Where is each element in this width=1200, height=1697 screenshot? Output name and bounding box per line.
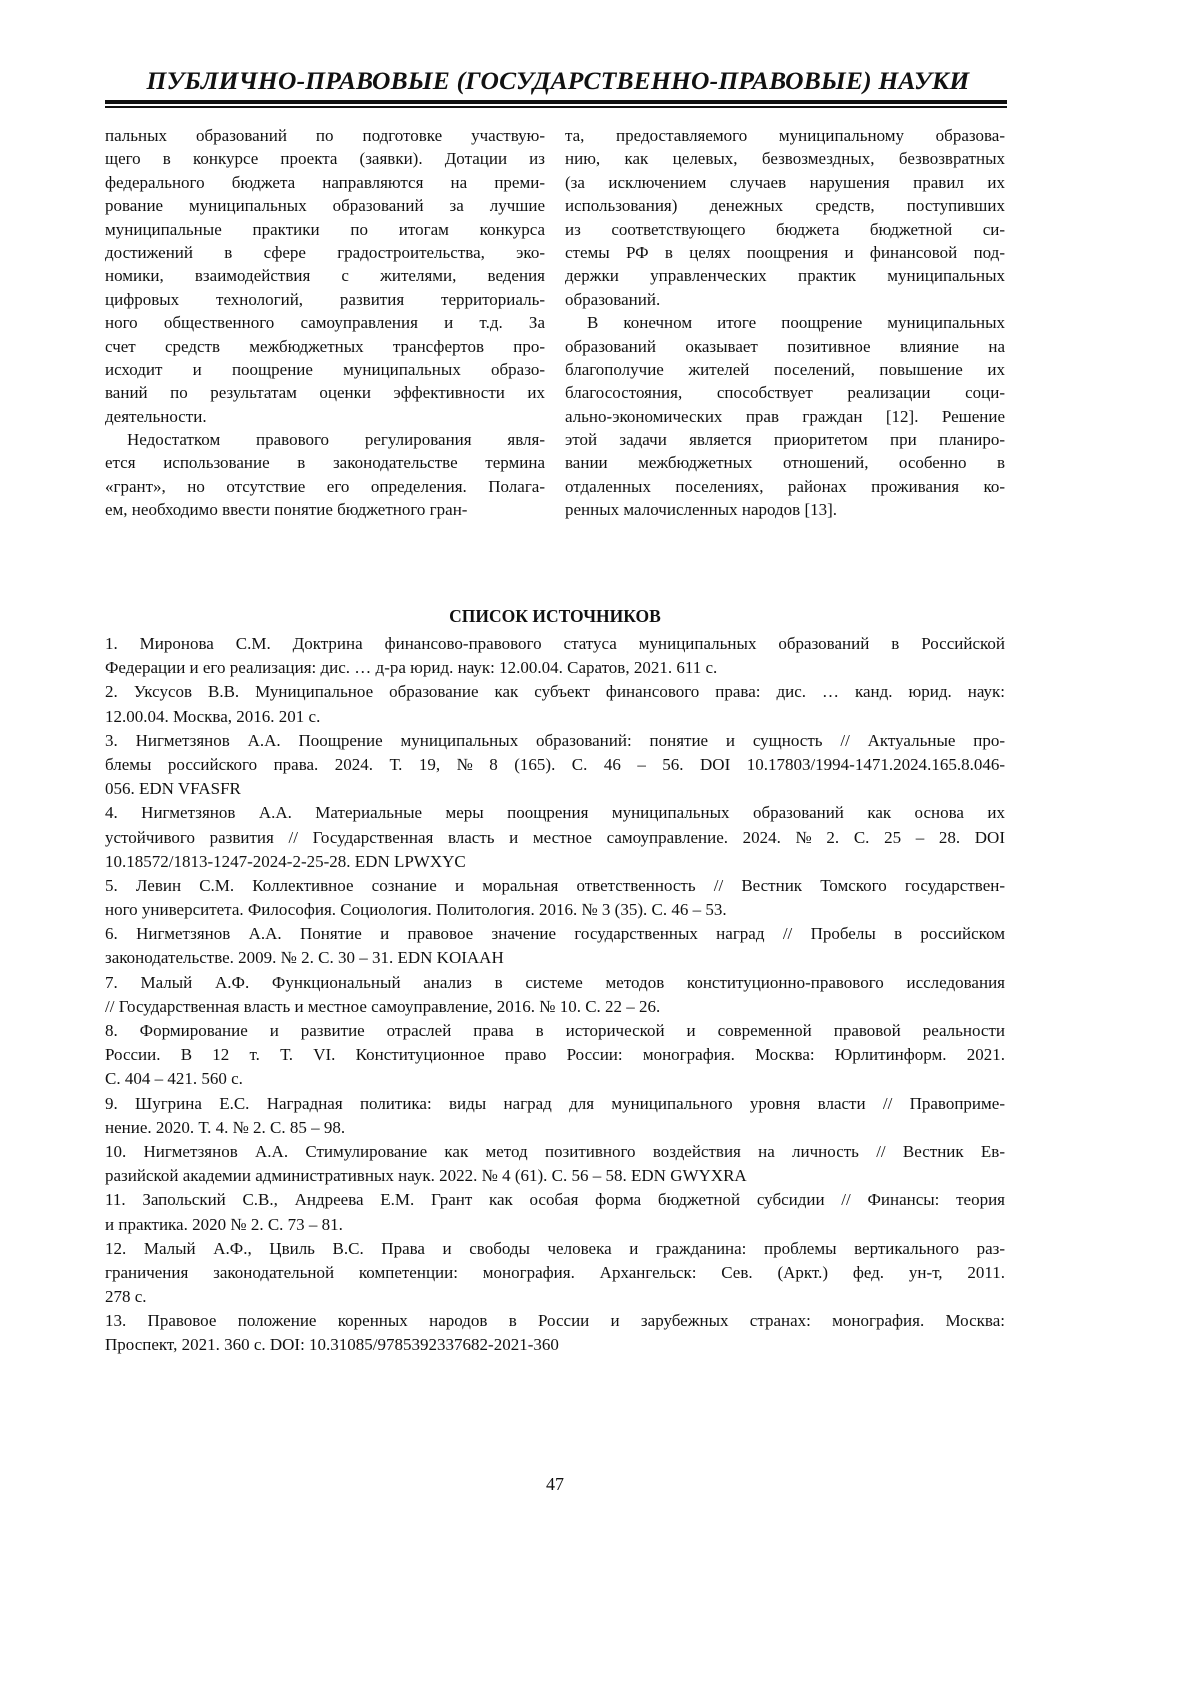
line-text: 278 с. bbox=[105, 1285, 147, 1309]
line-text: достижений в сфере градостроительства, эко- bbox=[105, 241, 545, 264]
paragraph bbox=[565, 311, 1005, 522]
line-text: 7. Малый А.Ф. Функциональный анализ в системе методов конституционно-правового исследования bbox=[105, 971, 1005, 995]
reference-item bbox=[105, 801, 1005, 874]
text-line bbox=[105, 288, 545, 311]
line-text: 2. Уксусов В.В. Муниципальное образование как субъект финансового права: дис. … канд. юрид. наук: bbox=[105, 680, 1005, 704]
text-line bbox=[105, 946, 1005, 970]
text-line bbox=[105, 729, 1005, 753]
line-text: муниципальные практики по итогам конкурса bbox=[105, 218, 545, 241]
text-line bbox=[565, 147, 1005, 170]
line-text: рование муниципальных образований за лучшие bbox=[105, 194, 545, 217]
line-text: разийской академии административных наук. 2022. № 4 (61). С. 56 – 58. EDN GWYXRA bbox=[105, 1164, 747, 1188]
text-line bbox=[105, 498, 545, 521]
text-line bbox=[105, 1188, 1005, 1212]
line-text: 10. Нигметзянов А.А. Стимулирование как метод позитивного воздействия на личность // Вестник Ев- bbox=[105, 1140, 1005, 1164]
text-line bbox=[105, 1164, 1005, 1188]
reference-item bbox=[105, 874, 1005, 922]
text-line bbox=[105, 874, 1005, 898]
text-line bbox=[565, 124, 1005, 147]
line-text: ально-экономических прав граждан [12]. Решение bbox=[565, 405, 1005, 428]
text-line bbox=[105, 381, 545, 404]
line-text: // Государственная власть и местное самоуправление, 2016. № 10. С. 22 – 26. bbox=[105, 995, 660, 1019]
text-line bbox=[105, 1092, 1005, 1116]
text-line bbox=[565, 194, 1005, 217]
text-line bbox=[105, 1285, 1005, 1309]
text-line bbox=[105, 1237, 1005, 1261]
line-text: Проспект, 2021. 360 с. DOI: 10.31085/9785392337682-2021-360 bbox=[105, 1333, 559, 1357]
line-text: номики, взаимодействия с жителями, ведения bbox=[105, 264, 545, 287]
text-line bbox=[105, 705, 1005, 729]
reference-item bbox=[105, 1140, 1005, 1188]
reference-item bbox=[105, 1309, 1005, 1357]
line-text: блемы российского права. 2024. Т. 19, № 8 (165). С. 46 – 56. DOI 10.17803/1994-1471.2024.165.8.046- bbox=[105, 753, 1005, 777]
text-line bbox=[565, 171, 1005, 194]
line-text: 3. Нигметзянов А.А. Поощрение муниципальных образований: понятие и сущность // Актуальные про- bbox=[105, 729, 1005, 753]
text-line bbox=[105, 475, 545, 498]
text-line bbox=[105, 405, 545, 428]
line-text: держки управленческих практик муниципальных bbox=[565, 264, 1005, 287]
line-text: пальных образований по подготовке участвую- bbox=[105, 124, 545, 147]
reference-item bbox=[105, 971, 1005, 1019]
reference-item bbox=[105, 1092, 1005, 1140]
line-text: цифровых технологий, развития территориаль- bbox=[105, 288, 545, 311]
text-line bbox=[105, 1261, 1005, 1285]
text-line bbox=[105, 358, 545, 381]
line-text: России. В 12 т. Т. VI. Конституционное право России: монография. Москва: Юрлитинформ. 2021. bbox=[105, 1043, 1005, 1067]
text-line bbox=[105, 451, 545, 474]
text-line bbox=[565, 428, 1005, 451]
line-text: С. 404 – 421. 560 с. bbox=[105, 1067, 243, 1091]
line-text: и практика. 2020 № 2. С. 73 – 81. bbox=[105, 1213, 343, 1237]
page-number: 47 bbox=[0, 1474, 1110, 1495]
line-text: та, предоставляемого муниципальному образова- bbox=[565, 124, 1005, 147]
right-column bbox=[565, 124, 1005, 522]
paragraph bbox=[565, 124, 1005, 311]
line-text: В конечном итоге поощрение муниципальных bbox=[587, 311, 1005, 334]
line-text: «грант», но отсутствие его определения. Полага- bbox=[105, 475, 545, 498]
line-text: ем, необходимо ввести понятие бюджетного гран- bbox=[105, 498, 467, 521]
text-line bbox=[105, 850, 1005, 874]
text-line bbox=[565, 358, 1005, 381]
text-line bbox=[105, 801, 1005, 825]
text-line bbox=[105, 311, 545, 334]
paragraph bbox=[105, 428, 545, 522]
text-line bbox=[105, 632, 1005, 656]
line-text: законодательстве. 2009. № 2. С. 30 – 31. EDN KOIAAH bbox=[105, 946, 504, 970]
line-text: вании межбюджетных отношений, особенно в bbox=[565, 451, 1005, 474]
line-text: из соответствующего бюджета бюджетной си- bbox=[565, 218, 1005, 241]
text-line bbox=[105, 1043, 1005, 1067]
line-text: нию, как целевых, безвозмездных, безвозвратных bbox=[565, 147, 1005, 170]
text-line bbox=[105, 124, 545, 147]
text-line bbox=[565, 451, 1005, 474]
line-text: граничения законодательной компетенции: монография. Архангельск: Сев. (Аркт.) фед. ун-т, 2011. bbox=[105, 1261, 1005, 1285]
line-text: щего в конкурсе проекта (заявки). Дотации из bbox=[105, 147, 545, 170]
references-list bbox=[105, 632, 1005, 1358]
reference-item bbox=[105, 1188, 1005, 1236]
line-text: ного университета. Философия. Социология. Политология. 2016. № 3 (35). С. 46 – 53. bbox=[105, 898, 727, 922]
journal-section-header: ПУБЛИЧНО-ПРАВОВЫЕ (ГОСУДАРСТВЕННО-ПРАВОВЫЕ) НАУКИ bbox=[108, 66, 1008, 96]
line-text: 12. Малый А.Ф., Цвиль В.С. Права и свободы человека и гражданина: проблемы вертикального раз- bbox=[105, 1237, 1005, 1261]
line-text: 056. EDN VFASFR bbox=[105, 777, 241, 801]
reference-item bbox=[105, 680, 1005, 728]
line-text: 4. Нигметзянов А.А. Материальные меры поощрения муниципальных образований как основа их bbox=[105, 801, 1005, 825]
line-text: ется использование в законодательстве термина bbox=[105, 451, 545, 474]
line-text: 6. Нигметзянов А.А. Понятие и правовое значение государственных наград // Пробелы в российском bbox=[105, 922, 1005, 946]
line-text: образований оказывает позитивное влияние на bbox=[565, 335, 1005, 358]
line-text: ного общественного самоуправления и т.д. За bbox=[105, 311, 545, 334]
text-line bbox=[105, 218, 545, 241]
reference-item bbox=[105, 1019, 1005, 1092]
line-text: стемы РФ в целях поощрения и финансовой под- bbox=[565, 241, 1005, 264]
line-text: ваний по результатам оценки эффективности их bbox=[105, 381, 545, 404]
text-line bbox=[105, 995, 1005, 1019]
line-text: счет средств межбюджетных трансфертов про- bbox=[105, 335, 545, 358]
text-line bbox=[105, 826, 1005, 850]
line-text: Недостатком правового регулирования явля- bbox=[127, 428, 545, 451]
text-line bbox=[105, 428, 545, 451]
line-text: 1. Миронова С.М. Доктрина финансово-правового статуса муниципальных образований в Российской bbox=[105, 632, 1005, 656]
reference-item bbox=[105, 632, 1005, 680]
line-text: благосостояния, способствует реализации соци- bbox=[565, 381, 1005, 404]
reference-item bbox=[105, 922, 1005, 970]
line-text: 13. Правовое положение коренных народов в России и зарубежных странах: монография. Москва: bbox=[105, 1309, 1005, 1333]
text-line bbox=[105, 171, 545, 194]
text-line bbox=[105, 335, 545, 358]
text-line bbox=[565, 218, 1005, 241]
text-line bbox=[105, 1309, 1005, 1333]
references-title: СПИСОК ИСТОЧНИКОВ bbox=[105, 606, 1005, 627]
line-text: 8. Формирование и развитие отраслей права в исторической и современной правовой реальности bbox=[105, 1019, 1005, 1043]
text-line bbox=[565, 311, 1005, 334]
line-text: этой задачи является приоритетом при планиро- bbox=[565, 428, 1005, 451]
text-line bbox=[105, 1116, 1005, 1140]
line-text: образований. bbox=[565, 288, 660, 311]
line-text: 10.18572/1813-1247-2024-2-25-28. EDN LPWXYC bbox=[105, 850, 466, 874]
line-text: 11. Запольский С.В., Андреева Е.М. Грант как особая форма бюджетной субсидии // Финансы: теория bbox=[105, 1188, 1005, 1212]
line-text: Федерации и его реализация: дис. … д-ра юрид. наук: 12.00.04. Саратов, 2021. 611 с. bbox=[105, 656, 717, 680]
text-line bbox=[105, 971, 1005, 995]
text-line bbox=[105, 1019, 1005, 1043]
text-line bbox=[105, 1333, 1005, 1357]
line-text: 12.00.04. Москва, 2016. 201 с. bbox=[105, 705, 320, 729]
text-line bbox=[105, 1140, 1005, 1164]
line-text: исходит и поощрение муниципальных образо- bbox=[105, 358, 545, 381]
text-line bbox=[105, 656, 1005, 680]
line-text: 9. Шугрина Е.С. Наградная политика: виды наград для муниципального уровня власти // Правоприме- bbox=[105, 1092, 1005, 1116]
text-line bbox=[105, 922, 1005, 946]
line-text: ренных малочисленных народов [13]. bbox=[565, 498, 837, 521]
line-text: благополучие жителей поселений, повышение их bbox=[565, 358, 1005, 381]
left-column bbox=[105, 124, 545, 522]
text-line bbox=[565, 381, 1005, 404]
line-text: деятельности. bbox=[105, 405, 207, 428]
header-rule-thin bbox=[105, 106, 1007, 108]
text-line bbox=[105, 680, 1005, 704]
text-line bbox=[105, 1213, 1005, 1237]
line-text: 5. Левин С.М. Коллективное сознание и моральная ответственность // Вестник Томского государствен- bbox=[105, 874, 1005, 898]
text-line bbox=[565, 498, 1005, 521]
line-text: использования) денежных средств, поступивших bbox=[565, 194, 1005, 217]
text-line bbox=[105, 753, 1005, 777]
text-line bbox=[565, 405, 1005, 428]
text-line bbox=[105, 777, 1005, 801]
text-line bbox=[105, 1067, 1005, 1091]
line-text: (за исключением случаев нарушения правил их bbox=[565, 171, 1005, 194]
line-text: нение. 2020. Т. 4. № 2. С. 85 – 98. bbox=[105, 1116, 345, 1140]
text-line bbox=[565, 335, 1005, 358]
text-line bbox=[565, 475, 1005, 498]
text-line bbox=[105, 147, 545, 170]
text-line bbox=[105, 898, 1005, 922]
line-text: устойчивого развития // Государственная власть и местное самоуправление. 2024. № 2. С. 25 – 28. DOI bbox=[105, 826, 1005, 850]
text-line bbox=[565, 241, 1005, 264]
header-rule-thick bbox=[105, 100, 1007, 104]
text-line bbox=[105, 264, 545, 287]
line-text: федерального бюджета направляются на преми- bbox=[105, 171, 545, 194]
text-line bbox=[105, 241, 545, 264]
reference-item bbox=[105, 1237, 1005, 1310]
line-text: отдаленных поселениях, районах проживания ко- bbox=[565, 475, 1005, 498]
text-line bbox=[105, 194, 545, 217]
reference-item bbox=[105, 729, 1005, 802]
text-line bbox=[565, 288, 1005, 311]
text-line bbox=[565, 264, 1005, 287]
paragraph bbox=[105, 124, 545, 428]
